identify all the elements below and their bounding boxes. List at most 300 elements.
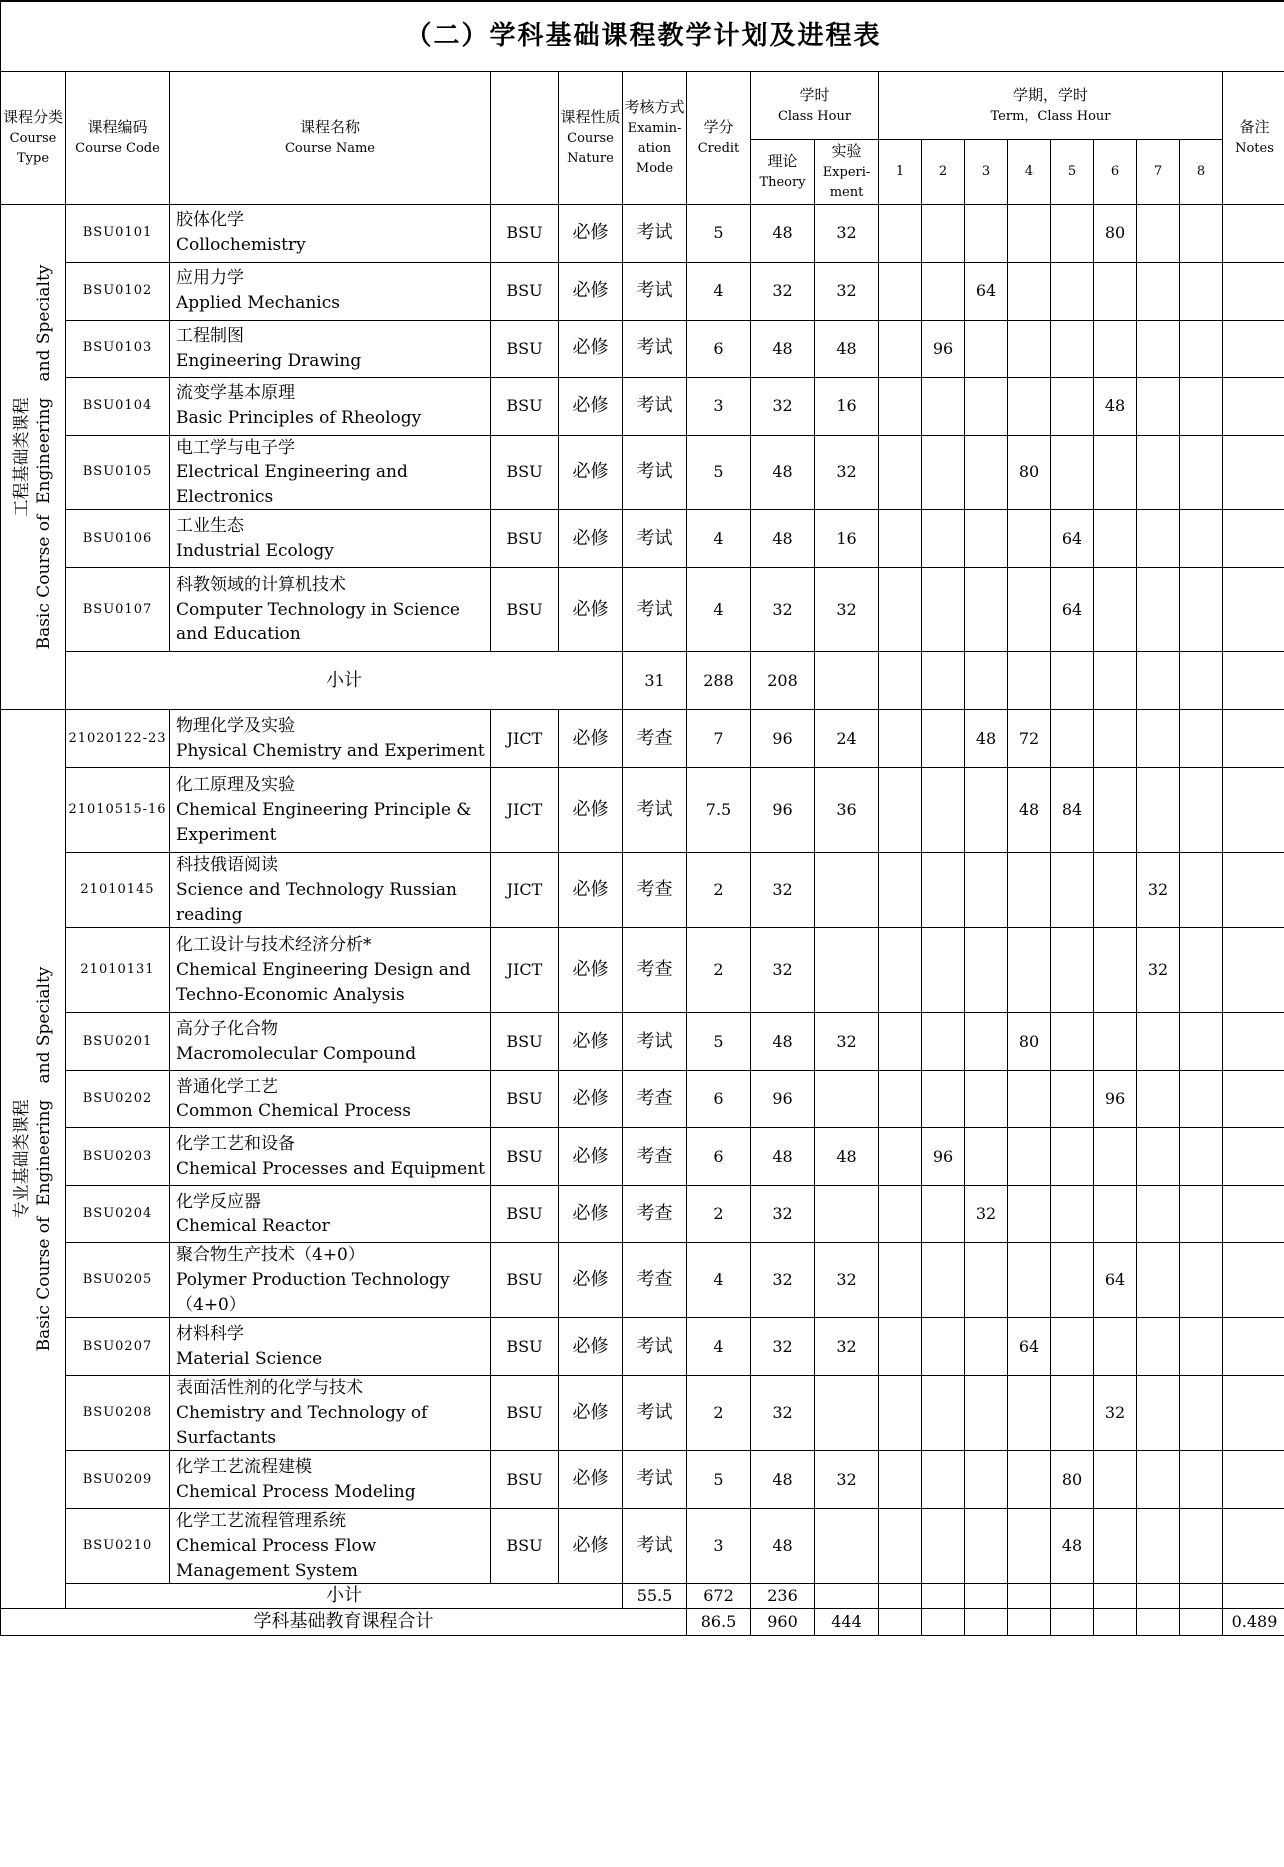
exam-mode: 考查 (623, 1243, 687, 1318)
term-3-hours (965, 204, 1008, 262)
course-name-en: Basic Principles of Rheology (176, 408, 422, 429)
table-row (1, 1186, 1284, 1243)
subtotal-empty (1180, 1584, 1223, 1609)
term-2-hours (922, 710, 965, 768)
course-name-en: Industrial Ecology (176, 540, 334, 561)
term-8-hours (1180, 1071, 1223, 1128)
theory-hours: 32 (751, 1186, 815, 1243)
term-7-hours (1137, 768, 1180, 853)
term-1-hours (879, 1013, 922, 1071)
credit: 6 (687, 1071, 751, 1128)
notes (1223, 1013, 1284, 1071)
term-4-hours (1008, 1376, 1051, 1451)
exam-mode: 考试 (623, 377, 687, 435)
course-sub: BSU (491, 204, 559, 262)
term-4-hours (1008, 377, 1051, 435)
term-8-hours (1180, 1128, 1223, 1186)
course-name-en: Physical Chemistry and Experiment (176, 740, 485, 761)
term-5-hours (1051, 1318, 1094, 1376)
course-name (170, 1186, 491, 1243)
course-sub: BSU (491, 1376, 559, 1451)
theory-hours: 32 (751, 1376, 815, 1451)
page-title: （二）学科基础课程教学计划及进程表 (1, 1, 1284, 72)
notes (1223, 1451, 1284, 1509)
subtotal-empty (1137, 1584, 1180, 1609)
exam-mode: 考试 (623, 435, 687, 510)
term-7-hours: 32 (1137, 928, 1180, 1013)
course-nature: 必修 (559, 510, 623, 568)
exam-mode: 考试 (623, 1451, 687, 1509)
term-5-hours (1051, 377, 1094, 435)
experiment-hours (815, 928, 879, 1013)
course-name (170, 1509, 491, 1584)
group-label (1, 204, 66, 710)
term-3-hours: 48 (965, 710, 1008, 768)
theory-hours: 96 (751, 768, 815, 853)
theory-hours: 32 (751, 262, 815, 320)
term-3-hours (965, 1451, 1008, 1509)
table-row (1, 262, 1284, 320)
course-name (170, 435, 491, 510)
term-6-hours (1094, 1318, 1137, 1376)
exam-mode: 考试 (623, 1376, 687, 1451)
header-course-name: 课程名称 Course Name (170, 72, 491, 205)
course-name (170, 320, 491, 377)
header-term-8: 8 (1180, 140, 1223, 205)
total-empty (1094, 1609, 1137, 1636)
subtotal-empty (815, 652, 879, 710)
course-code: BSU0104 (66, 377, 170, 435)
theory-hours: 48 (751, 1013, 815, 1071)
notes (1223, 1318, 1284, 1376)
course-code: 21010515-16 (66, 768, 170, 853)
subtotal-empty (922, 652, 965, 710)
course-name-en: Chemical Reactor (176, 1216, 330, 1237)
course-nature: 必修 (559, 1071, 623, 1128)
course-name-cn: 科技俄语阅读 (176, 855, 278, 876)
course-name (170, 510, 491, 568)
theory-hours: 32 (751, 377, 815, 435)
term-6-hours: 80 (1094, 204, 1137, 262)
term-5-hours (1051, 1243, 1094, 1318)
course-nature: 必修 (559, 1376, 623, 1451)
table-row (1, 768, 1284, 853)
total-credit: 86.5 (687, 1609, 751, 1636)
header-term-3: 3 (965, 140, 1008, 205)
experiment-hours: 32 (815, 262, 879, 320)
course-name (170, 1071, 491, 1128)
course-name-cn: 化学工艺和设备 (176, 1134, 295, 1155)
term-2-hours (922, 1186, 965, 1243)
term-3-hours: 32 (965, 1186, 1008, 1243)
term-6-hours: 96 (1094, 1071, 1137, 1128)
theory-hours: 48 (751, 1128, 815, 1186)
table-row (1, 928, 1284, 1013)
term-6-hours (1094, 1186, 1137, 1243)
theory-hours: 48 (751, 320, 815, 377)
header-credit: 学分 Credit (687, 72, 751, 205)
term-8-hours (1180, 435, 1223, 510)
term-3-hours (965, 853, 1008, 928)
group-label-en: Basic Course of Engineering and Specialty (34, 264, 54, 650)
course-name-cn: 化工设计与技术经济分析* (176, 935, 372, 956)
course-name-cn: 化学工艺流程管理系统 (176, 1511, 346, 1532)
course-name (170, 262, 491, 320)
experiment-hours: 48 (815, 320, 879, 377)
term-4-hours (1008, 1071, 1051, 1128)
experiment-hours: 36 (815, 768, 879, 853)
term-3-hours (965, 510, 1008, 568)
term-4-hours (1008, 1128, 1051, 1186)
course-nature: 必修 (559, 568, 623, 652)
group-label (1, 710, 66, 1609)
term-6-hours (1094, 510, 1137, 568)
term-2-hours (922, 1243, 965, 1318)
term-2-hours: 96 (922, 320, 965, 377)
theory-hours: 48 (751, 510, 815, 568)
term-4-hours: 80 (1008, 435, 1051, 510)
subtotal-row (1, 652, 1284, 710)
course-nature: 必修 (559, 1013, 623, 1071)
experiment-hours: 32 (815, 1451, 879, 1509)
term-8-hours (1180, 1186, 1223, 1243)
experiment-hours: 48 (815, 1128, 879, 1186)
term-4-hours (1008, 1451, 1051, 1509)
subtotal-credit: 31 (623, 652, 687, 710)
course-code: BSU0103 (66, 320, 170, 377)
term-4-hours: 72 (1008, 710, 1051, 768)
course-nature: 必修 (559, 1128, 623, 1186)
course-code: 21020122-23 (66, 710, 170, 768)
course-name-en: Science and Technology Russian reading (176, 880, 457, 925)
course-sub: JICT (491, 768, 559, 853)
subtotal-empty (1094, 1584, 1137, 1609)
experiment-hours: 32 (815, 568, 879, 652)
term-3-hours (965, 568, 1008, 652)
term-6-hours (1094, 1451, 1137, 1509)
course-nature: 必修 (559, 1186, 623, 1243)
subtotal-empty (965, 1584, 1008, 1609)
term-3-hours (965, 768, 1008, 853)
course-name-cn: 胶体化学 (176, 210, 244, 231)
course-name (170, 204, 491, 262)
term-8-hours (1180, 262, 1223, 320)
exam-mode: 考查 (623, 710, 687, 768)
course-nature: 必修 (559, 435, 623, 510)
course-sub: BSU (491, 435, 559, 510)
notes (1223, 262, 1284, 320)
term-6-hours: 32 (1094, 1376, 1137, 1451)
course-name-cn: 物理化学及实验 (176, 716, 295, 737)
course-nature: 必修 (559, 1318, 623, 1376)
notes (1223, 435, 1284, 510)
course-name-en: Common Chemical Process (176, 1101, 411, 1122)
term-7-hours (1137, 1243, 1180, 1318)
term-3-hours (965, 1013, 1008, 1071)
course-name-cn: 表面活性剂的化学与技术 (176, 1378, 363, 1399)
term-6-hours: 64 (1094, 1243, 1137, 1318)
experiment-hours: 16 (815, 510, 879, 568)
notes (1223, 204, 1284, 262)
credit: 2 (687, 853, 751, 928)
course-name (170, 1318, 491, 1376)
notes (1223, 1509, 1284, 1584)
term-4-hours (1008, 204, 1051, 262)
course-name-cn: 流变学基本原理 (176, 383, 295, 404)
total-empty (922, 1609, 965, 1636)
total-empty (1051, 1609, 1094, 1636)
course-sub: BSU (491, 1071, 559, 1128)
term-4-hours (1008, 1243, 1051, 1318)
course-name-cn: 化学工艺流程建模 (176, 1457, 312, 1478)
term-3-hours (965, 1128, 1008, 1186)
course-name-en: Chemical Engineering Design and Techno-Economic Analysis (176, 960, 471, 1005)
term-2-hours (922, 510, 965, 568)
experiment-hours: 32 (815, 1243, 879, 1318)
course-name (170, 928, 491, 1013)
course-code: BSU0210 (66, 1509, 170, 1584)
total-empty (1008, 1609, 1051, 1636)
course-name (170, 568, 491, 652)
term-1-hours (879, 1509, 922, 1584)
subtotal-empty (1094, 652, 1137, 710)
term-8-hours (1180, 928, 1223, 1013)
theory-hours: 32 (751, 568, 815, 652)
term-5-hours (1051, 204, 1094, 262)
theory-hours: 32 (751, 853, 815, 928)
theory-hours: 48 (751, 1451, 815, 1509)
header-course-type: 课程分类 Course Type (1, 72, 66, 205)
term-7-hours (1137, 1013, 1180, 1071)
course-name-en: Collochemistry (176, 235, 306, 256)
term-8-hours (1180, 510, 1223, 568)
credit: 6 (687, 1128, 751, 1186)
course-name-en: Chemical Process Flow Management System (176, 1535, 377, 1581)
credit: 7 (687, 710, 751, 768)
term-5-hours (1051, 853, 1094, 928)
exam-mode: 考查 (623, 1128, 687, 1186)
term-1-hours (879, 568, 922, 652)
table-row (1, 1509, 1284, 1584)
term-8-hours (1180, 1509, 1223, 1584)
exam-mode: 考试 (623, 262, 687, 320)
exam-mode: 考试 (623, 768, 687, 853)
header-term: 学期，学时 Term，Class Hour (879, 72, 1223, 140)
experiment-hours: 32 (815, 204, 879, 262)
term-7-hours (1137, 1376, 1180, 1451)
theory-hours: 32 (751, 928, 815, 1013)
table-row (1, 1376, 1284, 1451)
credit: 4 (687, 262, 751, 320)
subtotal-row (1, 1584, 1284, 1609)
header-course-nature: 课程性质 Course Nature (559, 72, 623, 205)
term-6-hours (1094, 710, 1137, 768)
term-5-hours (1051, 320, 1094, 377)
term-1-hours (879, 377, 922, 435)
term-6-hours (1094, 1128, 1137, 1186)
course-code: BSU0204 (66, 1186, 170, 1243)
term-2-hours: 96 (922, 1128, 965, 1186)
subtotal-empty (1008, 652, 1051, 710)
exam-mode: 考查 (623, 1186, 687, 1243)
term-3-hours (965, 435, 1008, 510)
table-row (1, 710, 1284, 768)
term-1-hours (879, 1128, 922, 1186)
term-3-hours (965, 1318, 1008, 1376)
header-course-code: 课程编码 Course Code (66, 72, 170, 205)
course-name (170, 853, 491, 928)
term-4-hours (1008, 1186, 1051, 1243)
course-sub: JICT (491, 710, 559, 768)
term-1-hours (879, 1243, 922, 1318)
subtotal-credit: 55.5 (623, 1584, 687, 1609)
course-name-cn: 高分子化合物 (176, 1019, 278, 1040)
notes (1223, 510, 1284, 568)
total-notes: 0.489 (1223, 1609, 1284, 1636)
term-2-hours (922, 1071, 965, 1128)
course-name-cn: 化学反应器 (176, 1191, 261, 1212)
term-5-hours (1051, 1186, 1094, 1243)
course-name-cn: 工程制图 (176, 325, 244, 346)
term-6-hours (1094, 568, 1137, 652)
term-2-hours (922, 204, 965, 262)
term-8-hours (1180, 377, 1223, 435)
notes (1223, 320, 1284, 377)
term-6-hours (1094, 262, 1137, 320)
credit: 4 (687, 1318, 751, 1376)
course-code: BSU0209 (66, 1451, 170, 1509)
term-2-hours (922, 853, 965, 928)
course-name-en: Chemistry and Technology of Surfactants (176, 1402, 428, 1448)
course-sub: BSU (491, 1128, 559, 1186)
term-4-hours (1008, 853, 1051, 928)
subtotal-empty (1180, 652, 1223, 710)
experiment-hours: 32 (815, 435, 879, 510)
theory-hours: 96 (751, 1071, 815, 1128)
term-1-hours (879, 710, 922, 768)
term-6-hours (1094, 928, 1137, 1013)
notes (1223, 928, 1284, 1013)
course-name-en: Chemical Processes and Equipment (176, 1158, 485, 1179)
credit: 5 (687, 1451, 751, 1509)
term-2-hours (922, 1318, 965, 1376)
course-name (170, 1376, 491, 1451)
term-8-hours (1180, 710, 1223, 768)
course-nature: 必修 (559, 1451, 623, 1509)
term-2-hours (922, 377, 965, 435)
term-3-hours (965, 320, 1008, 377)
course-code: BSU0205 (66, 1243, 170, 1318)
header-term-4: 4 (1008, 140, 1051, 205)
term-4-hours (1008, 928, 1051, 1013)
course-name (170, 1013, 491, 1071)
notes (1223, 768, 1284, 853)
term-4-hours: 64 (1008, 1318, 1051, 1376)
course-nature: 必修 (559, 320, 623, 377)
term-7-hours (1137, 510, 1180, 568)
course-name-cn: 化工原理及实验 (176, 775, 295, 796)
exam-mode: 考试 (623, 204, 687, 262)
course-name-cn: 普通化学工艺 (176, 1076, 278, 1097)
term-7-hours (1137, 204, 1180, 262)
term-4-hours (1008, 320, 1051, 377)
header-term-5: 5 (1051, 140, 1094, 205)
term-5-hours: 64 (1051, 568, 1094, 652)
term-5-hours: 48 (1051, 1509, 1094, 1584)
course-name (170, 1128, 491, 1186)
course-nature: 必修 (559, 262, 623, 320)
credit: 7.5 (687, 768, 751, 853)
course-name-en: Electrical Engineering and Electronics (176, 462, 408, 507)
total-label: 学科基础教育课程合计 (1, 1609, 687, 1636)
course-sub: BSU (491, 1186, 559, 1243)
credit: 4 (687, 568, 751, 652)
subtotal-empty (1137, 652, 1180, 710)
exam-mode: 考查 (623, 853, 687, 928)
course-code: BSU0207 (66, 1318, 170, 1376)
course-code: BSU0101 (66, 204, 170, 262)
term-7-hours (1137, 1451, 1180, 1509)
term-8-hours (1180, 1013, 1223, 1071)
term-3-hours (965, 928, 1008, 1013)
term-6-hours (1094, 1013, 1137, 1071)
total-experiment: 444 (815, 1609, 879, 1636)
course-code: BSU0208 (66, 1376, 170, 1451)
total-empty (1180, 1609, 1223, 1636)
course-code: BSU0202 (66, 1071, 170, 1128)
term-5-hours (1051, 1128, 1094, 1186)
total-theory: 960 (751, 1609, 815, 1636)
term-5-hours (1051, 1013, 1094, 1071)
notes (1223, 1128, 1284, 1186)
subtotal-experiment: 236 (751, 1584, 815, 1609)
term-8-hours (1180, 853, 1223, 928)
table-row (1, 568, 1284, 652)
term-1-hours (879, 853, 922, 928)
table-row (1, 510, 1284, 568)
subtotal-empty (965, 652, 1008, 710)
term-3-hours (965, 377, 1008, 435)
exam-mode: 考试 (623, 510, 687, 568)
term-1-hours (879, 204, 922, 262)
credit: 5 (687, 1013, 751, 1071)
term-7-hours (1137, 435, 1180, 510)
header-term-6: 6 (1094, 140, 1137, 205)
term-2-hours (922, 435, 965, 510)
subtotal-experiment: 208 (751, 652, 815, 710)
course-name (170, 768, 491, 853)
course-name-en: Material Science (176, 1348, 323, 1369)
experiment-hours: 32 (815, 1013, 879, 1071)
total-empty (1137, 1609, 1180, 1636)
header-class-hour: 学时 Class Hour (751, 72, 879, 140)
course-name-en: Polymer Production Technology （4+0） (176, 1270, 450, 1315)
term-4-hours: 48 (1008, 768, 1051, 853)
term-7-hours (1137, 377, 1180, 435)
term-6-hours (1094, 1509, 1137, 1584)
term-1-hours (879, 262, 922, 320)
course-nature: 必修 (559, 710, 623, 768)
exam-mode: 考试 (623, 1013, 687, 1071)
experiment-hours (815, 1186, 879, 1243)
exam-mode: 考试 (623, 320, 687, 377)
subtotal-theory: 672 (687, 1584, 751, 1609)
term-1-hours (879, 510, 922, 568)
course-nature: 必修 (559, 928, 623, 1013)
credit: 2 (687, 928, 751, 1013)
subtotal-empty (879, 652, 922, 710)
term-2-hours (922, 262, 965, 320)
